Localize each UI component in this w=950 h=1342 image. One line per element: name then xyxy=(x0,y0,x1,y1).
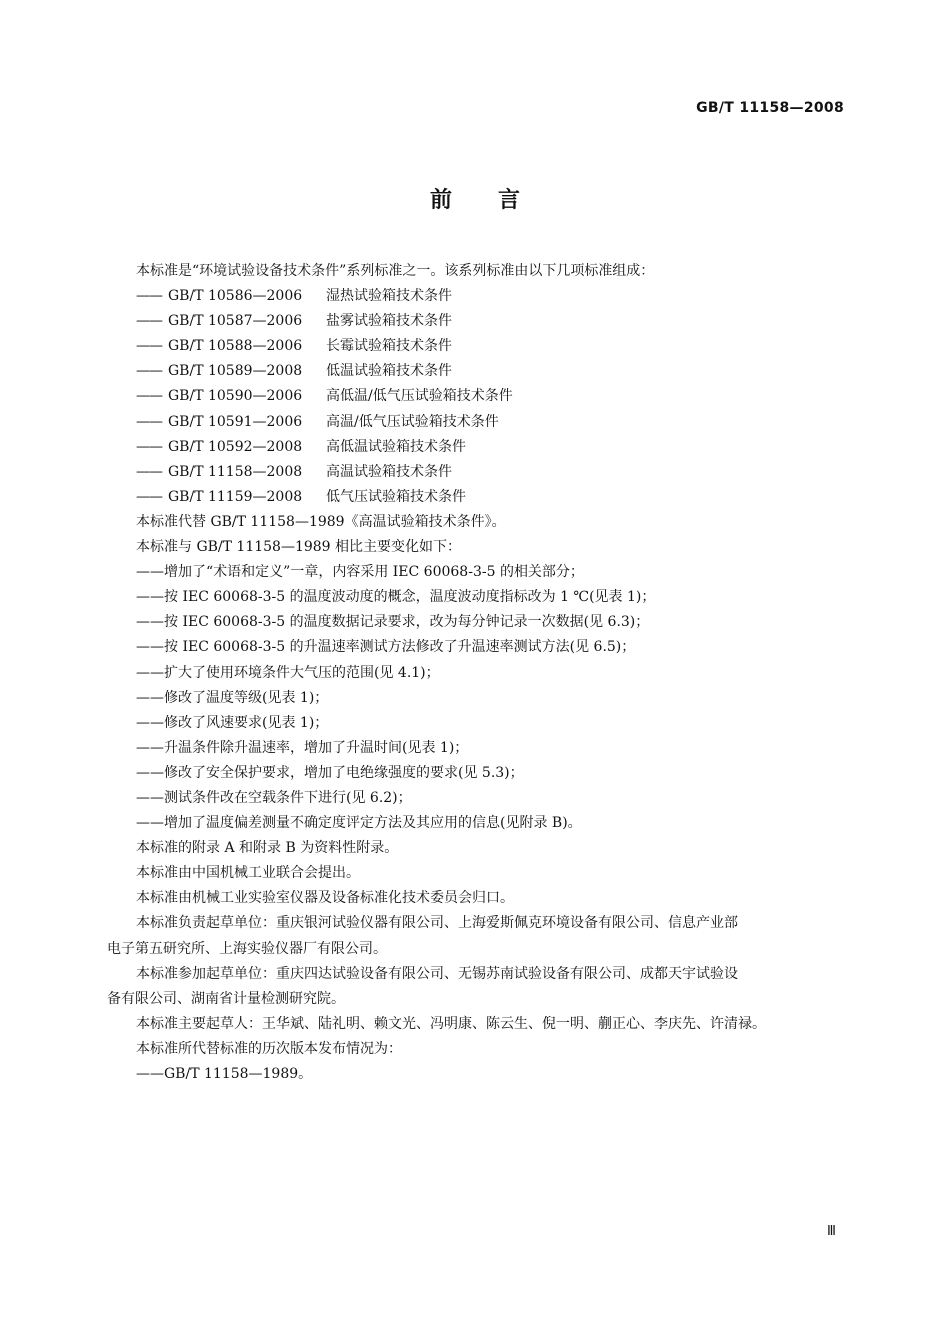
proposed-by: 本标准由中国机械工业联合会提出。 xyxy=(136,865,360,882)
intro-paragraph: 本标准是“环境试验设备技术条件”系列标准之一。该系列标准由以下几项标准组成： xyxy=(136,263,655,279)
standard-item: —— GB/T 10587—2006 盐雾试验箱技术条件 xyxy=(136,313,452,330)
changes-intro: 本标准与 GB/T 11158—1989 相比主要变化如下： xyxy=(136,539,462,556)
change-item: ——扩大了使用环境条件大气压的范围(见 4.1)； xyxy=(136,664,440,681)
standard-item: —— GB/T 10592—2008 高低温试验箱技术条件 xyxy=(136,438,466,455)
foreword-body xyxy=(107,259,843,1087)
standard-item: —— GB/T 10590—2006 高低温/低气压试验箱技术条件 xyxy=(136,388,513,405)
page-number: Ⅲ xyxy=(827,1224,836,1239)
change-item: ——修改了温度等级(见表 1)； xyxy=(136,689,329,706)
standard-item: —— GB/T 10588—2006 长霉试验箱技术条件 xyxy=(136,338,452,355)
change-item: ——增加了“术语和定义”一章，内容采用 IEC 60068-3-5 的相关部分； xyxy=(136,564,584,581)
drafting-units-main-line1: 本标准负责起草单位：重庆银河试验仪器有限公司、上海爱斯佩克环境设备有限公司、信息产业部 xyxy=(136,915,738,932)
drafters: 本标准主要起草人：王华斌、陆礼明、赖文光、冯明康、陈云生、倪一明、蒯正心、李庆先、许清禄。 xyxy=(136,1015,766,1032)
appendix-note: 本标准的附录 A 和附录 B 为资料性附录。 xyxy=(136,840,399,857)
change-item: ——升温条件除升温速率，增加了升温时间(见表 1)； xyxy=(136,739,469,756)
drafting-units-main-line2: 电子第五研究所、上海实验仪器厂有限公司。 xyxy=(107,940,387,957)
change-item: ——修改了风速要求(见表 1)； xyxy=(136,714,329,731)
standard-item: —— GB/T 10591—2006 高温/低气压试验箱技术条件 xyxy=(136,413,499,430)
change-item: ——按 IEC 60068-3-5 的温度数据记录要求，改为每分钟记录一次数据(见 6.3)； xyxy=(136,614,650,631)
standard-item: —— GB/T 11159—2008 低气压试验箱技术条件 xyxy=(136,488,466,505)
page-title: 前言 xyxy=(429,188,566,213)
replaces-paragraph: 本标准代替 GB/T 11158—1989《高温试验箱技术条件》。 xyxy=(136,513,506,530)
standard-item: —— GB/T 11158—2008 高温试验箱技术条件 xyxy=(136,463,452,480)
standard-item: —— GB/T 10589—2008 低温试验箱技术条件 xyxy=(136,363,452,380)
document-code: GB/T 11158—2008 xyxy=(696,100,844,116)
drafting-units-participating-line1: 本标准参加起草单位：重庆四达试验设备有限公司、无锡苏南试验设备有限公司、成都天宇试验设 xyxy=(136,965,738,982)
change-item: ——按 IEC 60068-3-5 的温度波动度的概念，温度波动度指标改为 1 ℃(见表 1)； xyxy=(136,589,656,606)
history-item: ——GB/T 11158—1989。 xyxy=(136,1066,313,1082)
change-item: ——增加了温度偏差测量不确定度评定方法及其应用的信息(见附录 B)。 xyxy=(136,815,582,832)
change-item: ——测试条件改在空载条件下进行(见 6.2)； xyxy=(136,789,412,806)
centralized-by: 本标准由机械工业实验室仪器及设备标准化技术委员会归口。 xyxy=(136,890,514,907)
history-intro: 本标准所代替标准的历次版本发布情况为： xyxy=(136,1040,402,1057)
change-item: ——按 IEC 60068-3-5 的升温速率测试方法修改了升温速率测试方法(见 6.5)； xyxy=(136,639,636,656)
change-item: ——修改了安全保护要求，增加了电绝缘强度的要求(见 5.3)； xyxy=(136,764,524,781)
drafting-units-participating-line2: 备有限公司、湖南省计量检测研究院。 xyxy=(107,990,345,1007)
standard-item: —— GB/T 10586—2006 湿热试验箱技术条件 xyxy=(136,288,452,305)
